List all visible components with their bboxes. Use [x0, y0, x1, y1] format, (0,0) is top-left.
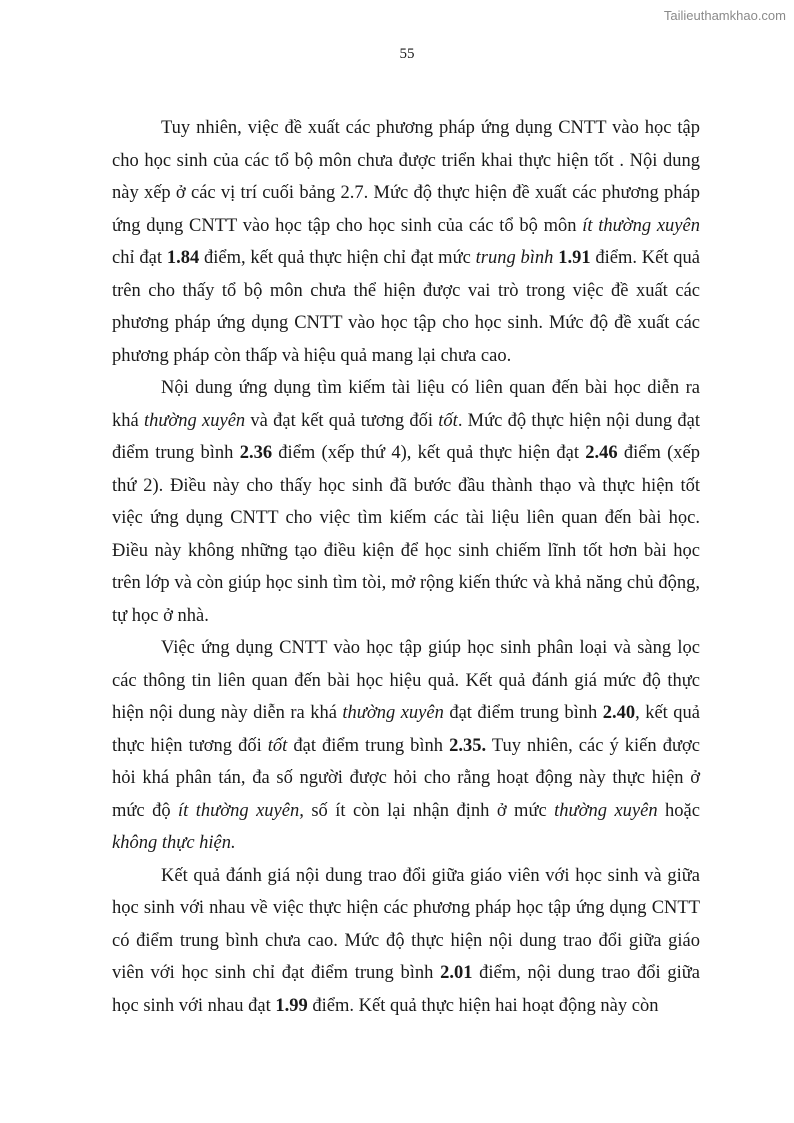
italic-term: ít thường xuyên: [582, 215, 700, 236]
text-run: hoặc: [657, 800, 700, 821]
italic-term: thường xuyên: [342, 703, 444, 723]
italic-term: thường xuyên: [143, 410, 246, 431]
italic-term: ít thường xuyên,: [178, 800, 304, 821]
text-run: . Mức độ thực hiện nội dung đạt điểm trung bình: [112, 410, 700, 463]
bold-value: 2.40: [602, 703, 636, 723]
italic-term: tốt: [438, 410, 458, 431]
watermark: Tailieuthamkhao.com: [663, 8, 786, 23]
bold-value: 1.91: [558, 248, 591, 268]
text-run: điểm, nội dung trao đổi giữa học sinh với nhau đạt: [112, 963, 700, 1016]
text-run: , kết quả thực hiện tương đối: [112, 703, 700, 756]
bold-value: 1.84: [166, 248, 200, 268]
text-run: điểm (xếp thứ 2). Điều này cho thấy học sinh đã bước đầu thành thạo và thực hiện tốt việc ứng dụng CNTT cho việc tìm kiếm các tài liệu liên quan đến bài học. Điều này không những tạo điều kiện để học sinh chiếm lĩnh tốt hơn bài học trên lớp và còn giúp học sinh tìm tòi, mở rộng kiến thức và khả năng chủ động, tự học ở nhà.: [112, 443, 700, 626]
italic-term: tốt: [267, 735, 288, 756]
bold-value: 2.36: [239, 443, 273, 463]
text-run: chỉ đạt: [112, 248, 167, 268]
bold-value: 2.46: [585, 443, 618, 463]
text-run: Kết quả đánh giá nội dung trao đổi giữa giáo viên với học sinh và giữa học sinh với nhau về việc thực hiện các phương pháp học tập ứng dụng CNTT có điểm trung bình chưa cao. Mức độ thực hiện nội dung trao đổi giữa giáo viên với học sinh chỉ đạt điểm trung bình: [112, 865, 700, 983]
bold-value: 2.35.: [449, 735, 487, 756]
italic-term: không thực hiện.: [112, 833, 236, 853]
paragraph-4: [112, 860, 700, 1023]
text-run: Tuy nhiên, các ý kiến được hỏi khá phân tán, đa số người được hỏi cho rằng hoạt động này thực hiện ở mức độ: [112, 735, 700, 821]
paragraph-2: [112, 372, 700, 632]
text-run: điểm. Kết quả trên cho thấy tổ bộ môn chưa thể hiện được vai trò trong việc đề xuất các phương pháp ứng dụng CNTT vào học tập cho học sinh. Mức độ đề xuất các phương pháp còn thấp và hiệu quả mang lại chưa cao.: [112, 248, 701, 366]
text-run: và đạt kết quả tương đối: [245, 410, 439, 431]
body-text: [112, 112, 700, 1022]
page-number: 55: [399, 46, 415, 62]
text-run: Nội dung ứng dụng tìm kiếm tài liệu có liên quan đến bài học diễn ra khá: [112, 378, 700, 431]
bold-value: 2.01: [440, 963, 473, 983]
italic-term: thường xuyên: [554, 800, 658, 821]
text-run: điểm, kết quả thực hiện chỉ đạt mức: [199, 248, 476, 268]
text-run: điểm. Kết quả thực hiện hai hoạt động này còn: [307, 995, 659, 1016]
bold-value: 1.99: [275, 995, 308, 1016]
italic-term: trung bình: [475, 248, 554, 268]
text-run: đạt điểm trung bình: [287, 735, 450, 756]
text-run: điểm (xếp thứ 4), kết quả thực hiện đạt: [272, 443, 586, 463]
text-run: số ít còn lại nhận định ở mức: [303, 800, 555, 821]
text-run: Việc ứng dụng CNTT vào học tập giúp học sinh phân loại và sàng lọc các thông tin liên quan đến bài học hiệu quả. Kết quả đánh giá mức độ thực hiện nội dung này diễn ra khá: [112, 638, 700, 723]
paragraph-1: [112, 112, 700, 372]
text-run: Tuy nhiên, việc đề xuất các phương pháp ứng dụng CNTT vào học tập cho học sinh của các tổ bộ môn chưa được triển khai thực hiện tốt . Nội dung này xếp ở các vị trí cuối bảng 2.7. Mức độ thực hiện đề xuất các phương pháp ứng dụng CNTT vào học tập cho học sinh của các tổ bộ môn: [112, 118, 700, 236]
text-run: đạt điểm trung bình: [443, 703, 603, 723]
paragraph-3: [112, 632, 700, 860]
